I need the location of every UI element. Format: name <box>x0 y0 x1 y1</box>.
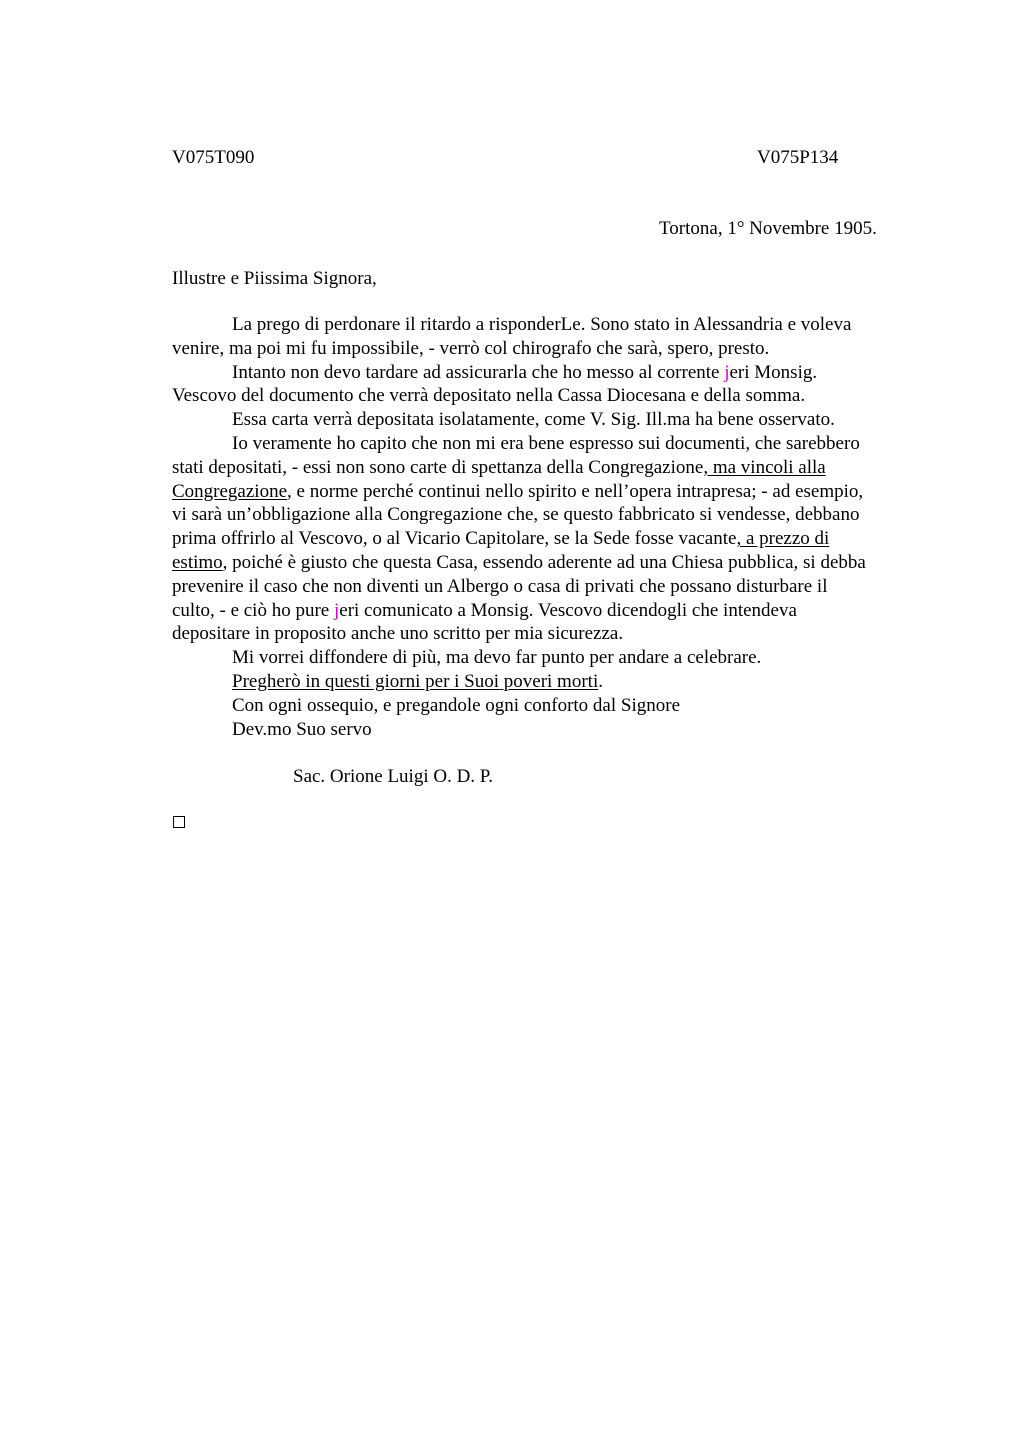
body-line: La prego di perdonare il ritardo a risponderLe. Sono stato in Alessandria e voleva <box>232 314 852 335</box>
text-run: prima offrirlo al Vescovo, o al Vicario Capitolare, se la Sede fosse vacante <box>172 528 737 550</box>
salutation: Illustre e Piissima Signora, <box>172 268 377 289</box>
end-marker-square-icon <box>173 816 185 828</box>
text-run: eri Monsig. <box>729 361 818 383</box>
document-ref-left: V075T090 <box>172 147 255 168</box>
signature: Sac. Orione Luigi O. D. P. <box>293 766 494 787</box>
highlighted-letter: j <box>333 599 340 621</box>
body-line <box>172 527 932 551</box>
body-line: prevenire il caso che non diventi un Albergo o casa di privati che possano disturbare il <box>172 575 828 597</box>
letter-date: Tortona, 1° Novembre 1905. <box>659 218 877 239</box>
body-line: Io veramente ho capito che non mi era bene espresso sui documenti, che sarebbero <box>232 432 860 454</box>
underlined-text: Pregherò in questi giorni per i Suoi poveri morti <box>232 670 599 692</box>
underlined-text: estimo <box>172 551 223 573</box>
text-run: , poiché è giusto che questa Casa, essendo aderente ad una Chiesa pubblica, si debba <box>222 551 866 573</box>
underlined-text: , ma vincoli alla <box>703 456 826 478</box>
underlined-text: Congregazione <box>172 480 288 502</box>
body-line: venire, ma poi mi fu impossibile, - verrò col chirografo che sarà, spero, presto. <box>172 337 770 359</box>
body-line <box>172 456 932 480</box>
text-run: . <box>598 670 603 692</box>
underlined-text: , a prezzo di <box>736 528 830 550</box>
body-line <box>172 480 932 504</box>
text-run: stati depositati, - essi non sono carte di spettanza della Congregazione <box>172 456 704 478</box>
highlighted-letter: j <box>724 361 730 383</box>
document-ref-right: V075P134 <box>757 147 839 168</box>
body-line: Mi vorrei diffondere di più, ma devo far punto per andare a celebrare. <box>232 647 762 669</box>
letter-body <box>172 313 932 741</box>
body-line <box>172 361 932 385</box>
text-run: Intanto non devo tardare ad assicurarla che ho messo al corrente <box>232 361 725 383</box>
text-run: culto, - e ciò ho pure <box>172 599 334 621</box>
body-line: Essa carta verrà depositata isolatamente, come V. Sig. Ill.ma ha bene osservato. <box>232 409 835 431</box>
body-line: vi sarà un’obbligazione alla Congregazione che, se questo fabbricato si vendesse, debbano <box>172 504 860 526</box>
body-line <box>172 670 932 694</box>
text-run: , e norme perché continui nello spirito e nell’opera intrapresa; - ad esempio, <box>287 480 864 502</box>
body-line <box>172 599 932 623</box>
body-line: Vescovo del documento che verrà depositato nella Cassa Diocesana e della somma. <box>172 385 806 407</box>
body-line: Con ogni ossequio, e pregandole ogni conforto dal Signore <box>232 694 681 716</box>
body-line: depositare in proposito anche uno scritto per mia sicurezza. <box>172 623 624 645</box>
text-run: eri comunicato a Monsig. Vescovo dicendogli che intendeva <box>339 599 797 621</box>
body-line <box>172 551 932 575</box>
closing-line: Dev.mo Suo servo <box>232 718 372 740</box>
